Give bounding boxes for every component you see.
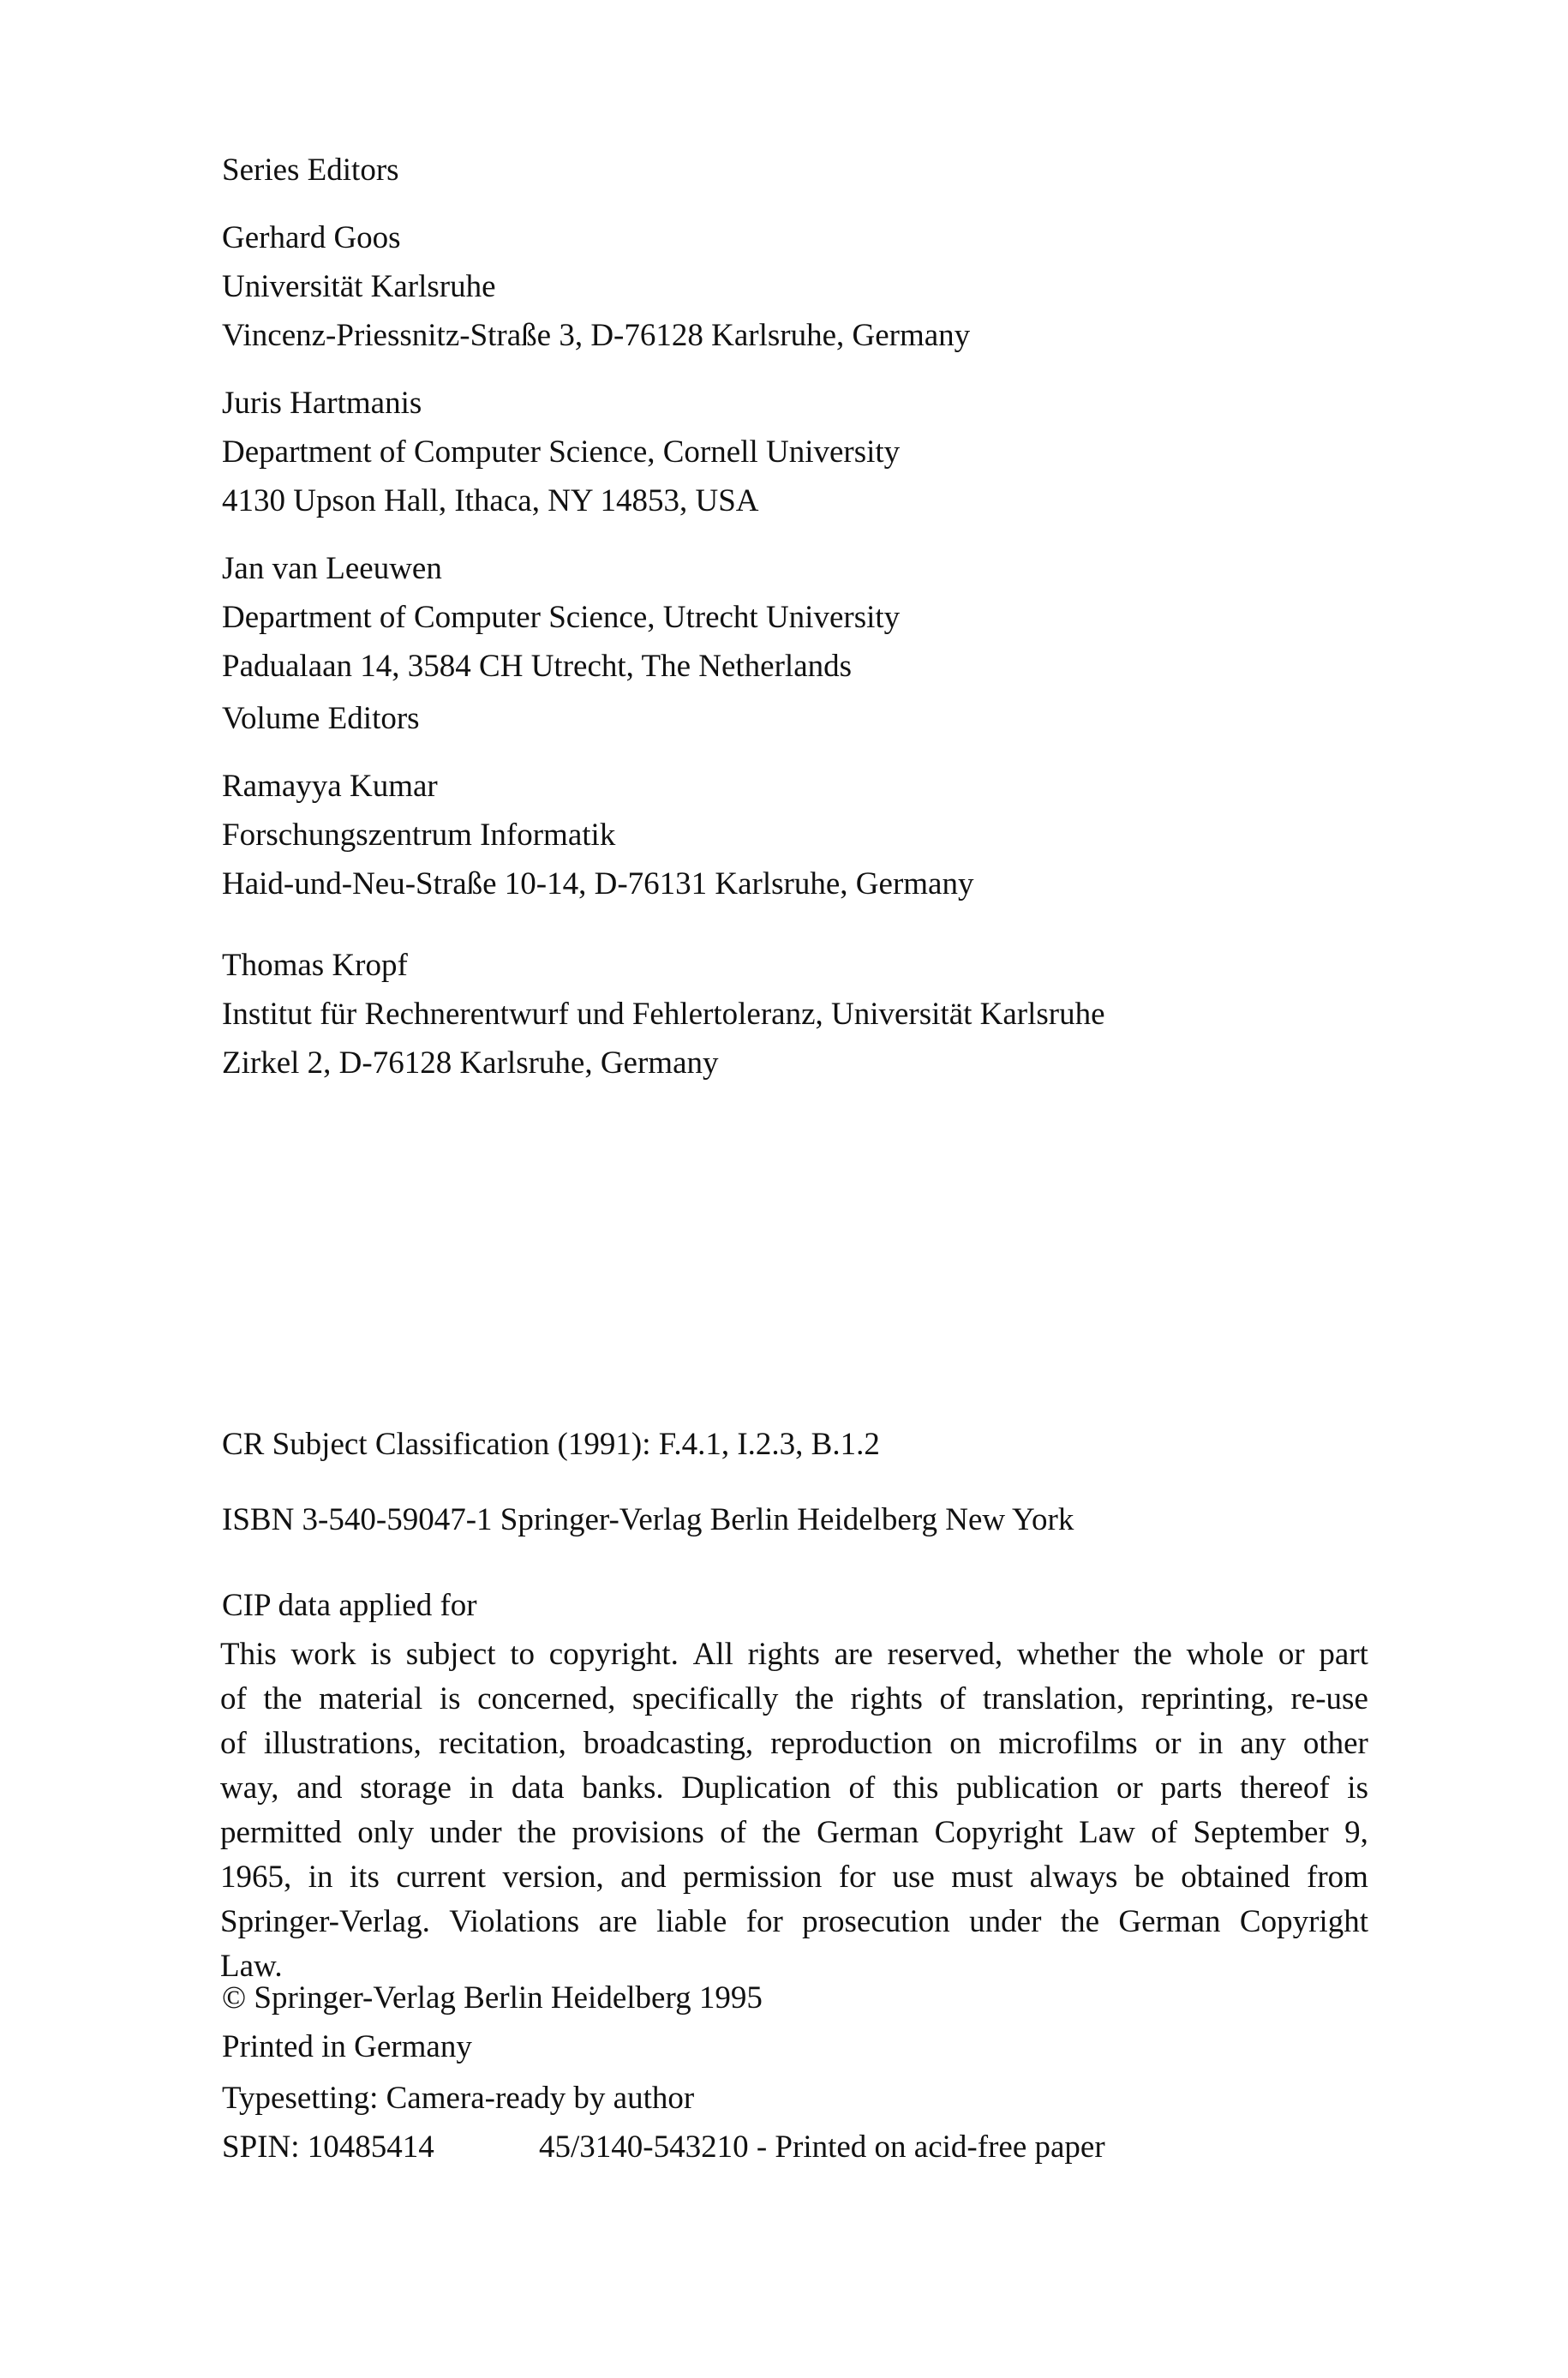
editor-name: Jan van Leeuwen bbox=[222, 551, 442, 586]
classification-line: CR Subject Classification (1991): F.4.1, I.2.3, B.1.2 bbox=[222, 1427, 880, 1462]
editor-address: Zirkel 2, D-76128 Karlsruhe, Germany bbox=[222, 1045, 719, 1081]
notice-line: This work is subject to copyright. All rights are reserved, whether the whole or part bbox=[220, 1637, 1368, 1672]
typesetting-line: Typesetting: Camera-ready by author bbox=[222, 2081, 695, 2116]
printed-in: Printed in Germany bbox=[222, 2029, 472, 2064]
notice-line: way, and storage in data banks. Duplication of this publication or parts thereof is bbox=[220, 1770, 1368, 1806]
isbn-line: ISBN 3-540-59047-1 Springer-Verlag Berlin Heidelberg New York bbox=[222, 1502, 1074, 1537]
publisher-copyright: © Springer-Verlag Berlin Heidelberg 1995 bbox=[222, 1980, 763, 2016]
spin-line bbox=[222, 2123, 1105, 2171]
editor-name: Juris Hartmanis bbox=[222, 386, 422, 421]
notice-line: Springer-Verlag. Violations are liable for prosecution under the German Copyright bbox=[220, 1904, 1368, 1939]
notice-line: Law. bbox=[220, 1949, 283, 1984]
editor-affiliation: Department of Computer Science, Cornell University bbox=[222, 434, 901, 470]
series-editors-heading: Series Editors bbox=[222, 153, 399, 188]
spin-number: SPIN: 10485414 bbox=[222, 2129, 434, 2165]
spin-code: 45/3140-543210 - Printed on acid-free paper bbox=[539, 2129, 1105, 2165]
publisher-section bbox=[222, 1974, 763, 2071]
notice-line: permitted only under the provisions of the German Copyright Law of September 9, bbox=[220, 1815, 1368, 1850]
volume-editors-heading: Volume Editors bbox=[222, 701, 420, 736]
copyright-notice bbox=[220, 1632, 1368, 1989]
editor-address: 4130 Upson Hall, Ithaca, NY 14853, USA bbox=[222, 483, 759, 518]
volume-editors-section bbox=[222, 694, 1105, 1087]
editor-affiliation: Forschungszentrum Informatik bbox=[222, 818, 616, 853]
editor-affiliation: Institut für Rechnerentwurf und Fehlertoleranz, Universität Karlsruhe bbox=[222, 997, 1105, 1032]
editor-name: Ramayya Kumar bbox=[222, 769, 438, 804]
notice-line: of the material is concerned, specifically the rights of translation, reprinting, re-use bbox=[220, 1681, 1368, 1716]
editor-affiliation: Department of Computer Science, Utrecht University bbox=[222, 600, 901, 635]
editor-name: Thomas Kropf bbox=[222, 948, 408, 983]
editor-address: Vincenz-Priessnitz-Straße 3, D-76128 Karlsruhe, Germany bbox=[222, 318, 971, 353]
editor-address: Padualaan 14, 3584 CH Utrecht, The Netherlands bbox=[222, 649, 853, 684]
notice-line: of illustrations, recitation, broadcasting, reproduction on microfilms or in any other bbox=[220, 1726, 1368, 1761]
editor-name: Gerhard Goos bbox=[222, 220, 401, 255]
cip-line: CIP data applied for bbox=[222, 1588, 477, 1623]
editor-affiliation: Universität Karlsruhe bbox=[222, 269, 496, 304]
production-section bbox=[222, 2074, 1105, 2171]
notice-line: 1965, in its current version, and permission for use must always be obtained from bbox=[220, 1860, 1368, 1895]
series-editors-section bbox=[222, 146, 970, 691]
editor-address: Haid-und-Neu-Straße 10-14, D-76131 Karlsruhe, Germany bbox=[222, 866, 974, 901]
